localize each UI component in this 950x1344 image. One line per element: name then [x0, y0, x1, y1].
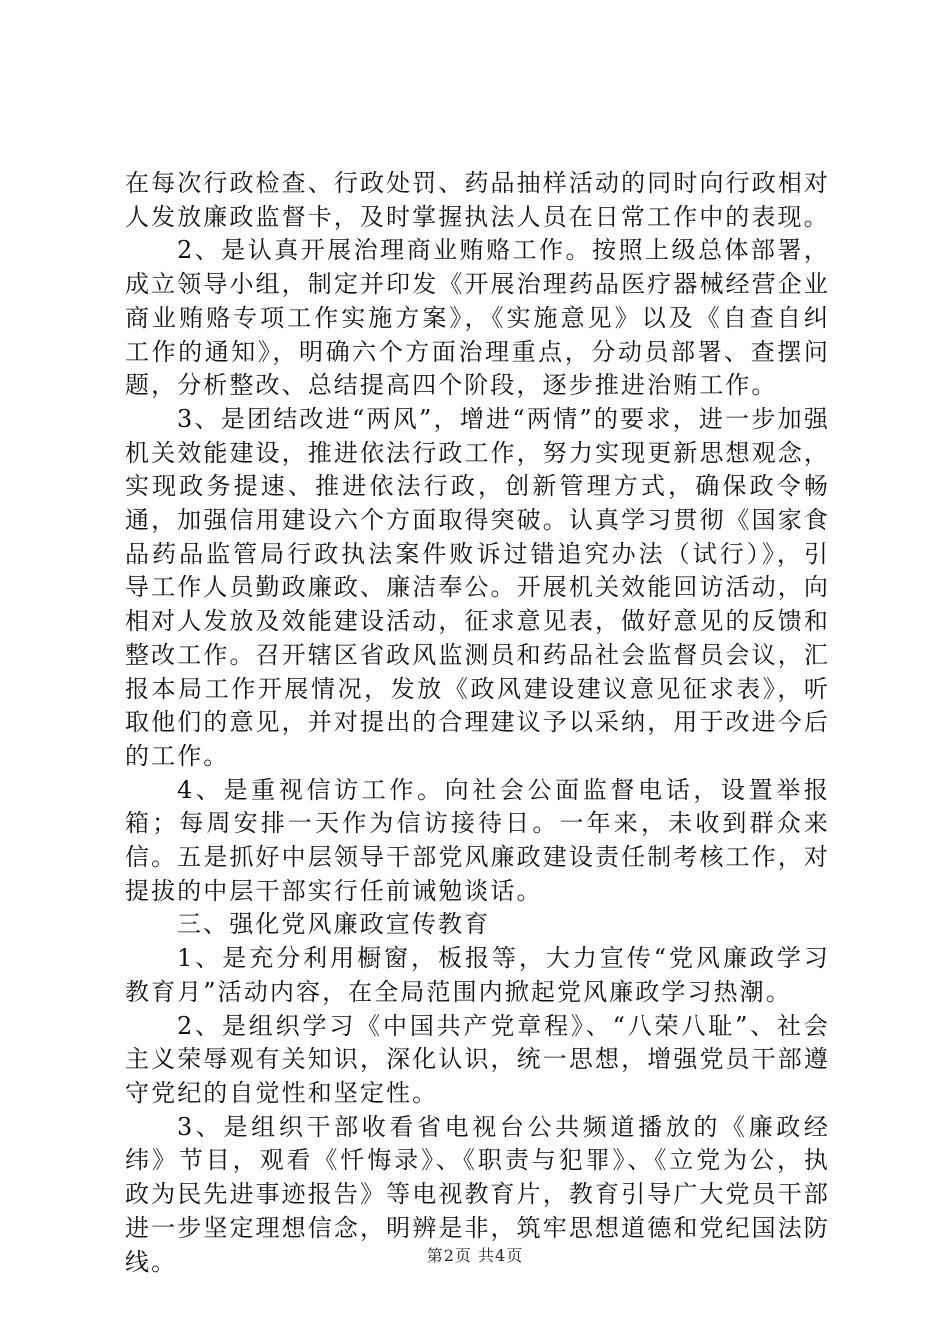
- section-heading: 三、强化党风廉政宣传教育: [177, 910, 491, 939]
- paragraph-6: 2、是组织学习《中国共产党章程》、“八荣八耻”、社会主义荣辱观有关知识，深化认识，统一思想，增强党员干部遵守党纪的自觉性和坚定性。: [125, 1011, 830, 1107]
- paragraph-2: 2、是认真开展治理商业贿赂工作。按照上级总体部署，成立领导小组，制定并印发《开展治理药品医疗器械经营企业商业贿赂专项工作实施方案》，《实施意见》以及《自查自纠工作的通知》，明确六个方面治理重点，分动员部署、查摆问题，分析整改、总结提高四个阶段，逐步推进治贿工作。: [125, 236, 830, 400]
- paragraph-3: 3、是团结改进“两风”，增进“两情”的要求，进一步加强机关效能建设，推进依法行政工作，努力实现更新思想观念，实现政务提速、推进依法行政，创新管理方式，确保政令畅通，加强信用建设六个方面取得突破。认真学习贯彻《国家食品药品监管局行政执法案件败诉过错追究办法（试行）》，引导工作人员勤政廉政、廉洁奉公。开展机关效能回访活动，向相对人发放及效能建设活动，征求意见表，做好意见的反馈和整改工作。召开辖区省政风监测员和药品社会监督员会议，汇报本局工作开展情况，发放《政风建设建议意见征求表》，听取他们的意见，并对提出的合理建议予以采纳，用于改进今后的工作。: [125, 404, 830, 770]
- page-number-footer: 第2页 共4页: [426, 1246, 524, 1265]
- paragraph-1: 在每次行政检查、行政处罚、药品抽样活动的同时向行政相对人发放廉政监督卡，及时掌握执法人员在日常工作中的表现。: [125, 169, 830, 231]
- paragraph-5: 1、是充分利用橱窗，板报等，大力宣传“党风廉政学习教育月”活动内容，在全局范围内掀起党风廉政学习热潮。: [125, 944, 830, 1006]
- document-body: [125, 167, 830, 1279]
- paragraph-4: 4、是重视信访工作。向社会公面监督电话，设置举报箱；每周安排一天作为信访接待日。一年来，未收到群众来信。五是抓好中层领导干部党风廉政建设责任制考核工作，对提拔的中层干部实行任前诫勉谈话。: [125, 775, 830, 905]
- paragraph-7: 3、是组织干部收看省电视台公共频道播放的《廉政经纬》节目，观看《忏悔录》、《职责与犯罪》、《立党为公，执政为民先进事迹报告》等电视教育片，教育引导广大党员干部进一步坚定理想信念，明辨是非，筑牢思想道德和党纪国法防线。: [125, 1112, 830, 1276]
